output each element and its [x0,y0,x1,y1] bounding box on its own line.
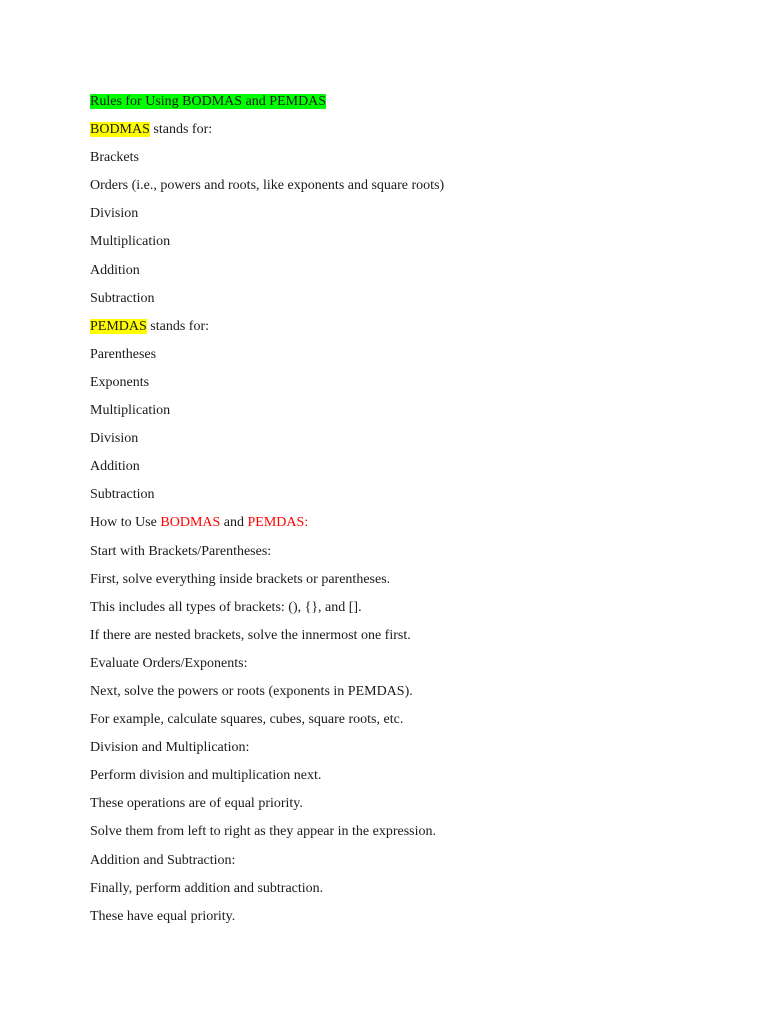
step-line: Finally, perform addition and subtraction. [90,880,324,896]
step-line: Solve them from left to right as they appear in the expression. [90,824,437,840]
bodmas-item: Brackets [90,150,139,166]
pemdas-item: Addition [90,459,140,475]
pemdas-item: Multiplication [90,403,171,419]
document-page [90,92,730,935]
bodmas-intro-text: stands for: [149,122,213,138]
pemdas-item: Exponents [90,374,150,390]
step-line: If there are nested brackets, solve the innermost one first. [90,627,411,643]
pemdas-intro [90,317,730,337]
step-line: Next, solve the powers or roots (exponents in PEMDAS). [90,683,413,699]
pemdas-term: PEMDAS [90,318,147,334]
pemdas-item: Division [90,431,139,447]
step-line: Addition and Subtraction: [90,852,236,868]
how-to-heading [90,513,730,533]
how-to-term-bodmas: BODMAS [160,515,221,531]
bodmas-intro [90,120,730,140]
step-line: These have equal priority. [90,908,236,924]
bodmas-term: BODMAS [90,122,150,138]
how-to-term-pemdas: PEMDAS [247,515,305,531]
document-title [90,92,730,112]
title-highlight: Rules for Using BODMAS and PEMDAS [90,94,327,109]
step-line: Perform division and multiplication next. [90,768,322,784]
step-line: Division and Multiplication: [90,740,250,756]
step-line: These operations are of equal priority. [90,796,303,812]
how-to-middle: and [220,515,248,531]
bodmas-item: Division [90,206,139,222]
how-to-suffix: : [304,515,309,531]
pemdas-item: Parentheses [90,346,157,362]
bodmas-item: Addition [90,262,140,278]
bodmas-item: Subtraction [90,290,155,306]
step-line: Start with Brackets/Parentheses: [90,543,272,559]
bodmas-item: Multiplication [90,234,171,250]
pemdas-item: Subtraction [90,487,155,503]
bodmas-item: Orders (i.e., powers and roots, like exponents and square roots) [90,178,445,194]
step-line: Evaluate Orders/Exponents: [90,655,248,671]
step-line: For example, calculate squares, cubes, square roots, etc. [90,712,404,728]
step-line: This includes all types of brackets: (), {}, and []. [90,599,362,615]
step-line: First, solve everything inside brackets or parentheses. [90,571,391,587]
pemdas-intro-text: stands for: [146,318,210,334]
how-to-prefix: How to Use [90,515,161,531]
